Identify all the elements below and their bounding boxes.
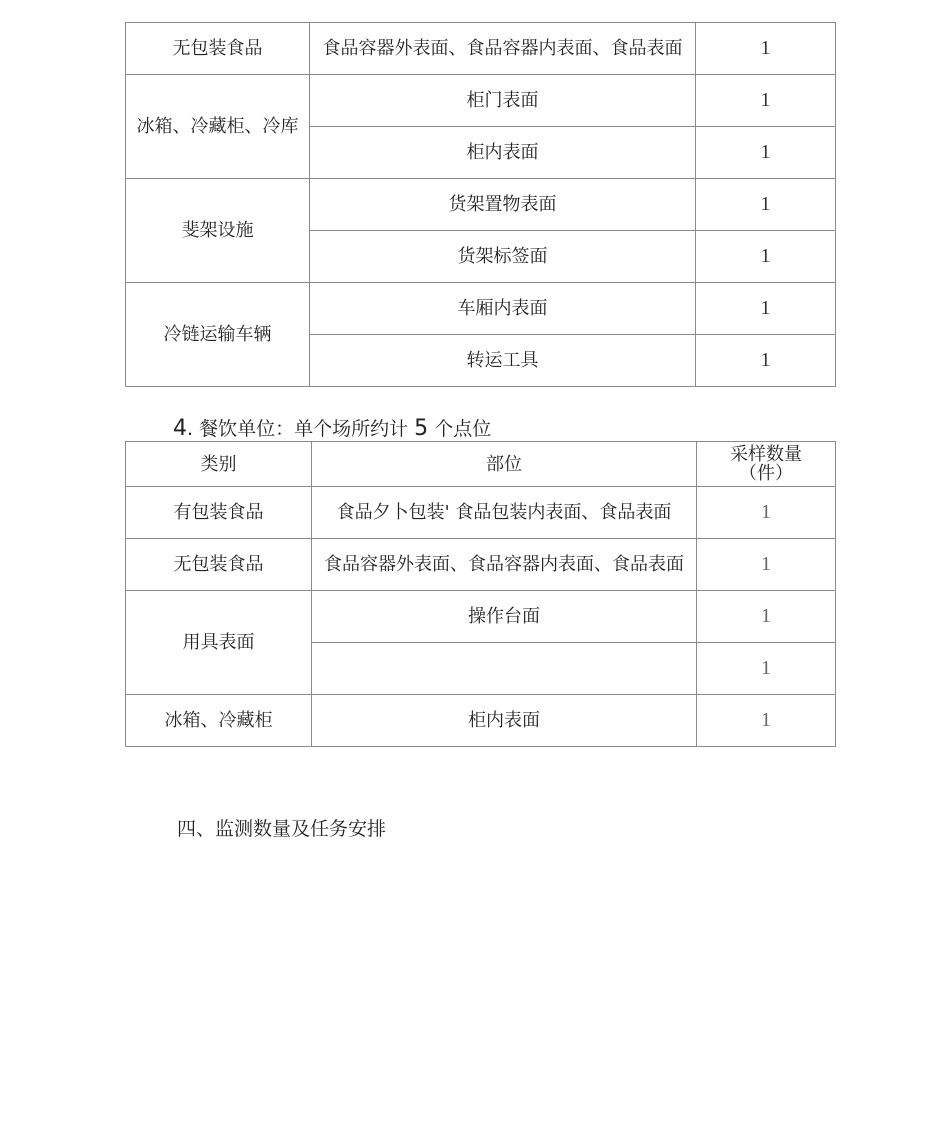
category-cell: 冰箱、冷藏柜、冷库 [126, 75, 310, 179]
count-cell: 1 [696, 127, 836, 179]
section-title-text: . 餐饮单位：单个场所约计 [187, 418, 409, 440]
location-cell [312, 643, 697, 695]
count-cell: 1 [697, 695, 836, 747]
header-count [697, 442, 836, 487]
count-cell: 1 [696, 23, 836, 75]
count-cell: 1 [696, 75, 836, 127]
count-cell: 1 [696, 179, 836, 231]
points-number: 5 [414, 416, 429, 441]
table-row [126, 539, 836, 591]
table-row [126, 283, 836, 335]
category-cell: 冰箱、冷藏柜 [126, 695, 312, 747]
location-cell: 转运工具 [310, 335, 696, 387]
location-cell: 货架置物表面 [310, 179, 696, 231]
table-row [126, 591, 836, 643]
header-count-line2: （件） [739, 463, 793, 484]
location-cell: 车厢内表面 [310, 283, 696, 335]
count-cell: 1 [697, 487, 836, 539]
category-cell: 斐架设施 [126, 179, 310, 283]
header-location: 部位 [312, 442, 697, 487]
location-cell: 柜门表面 [310, 75, 696, 127]
section-title-dining [173, 415, 491, 443]
count-cell: 1 [697, 643, 836, 695]
count-cell: 1 [697, 539, 836, 591]
location-cell: 操作台面 [312, 591, 697, 643]
category-cell: 冷链运输车辆 [126, 283, 310, 387]
section-number: 4 [173, 416, 187, 441]
count-cell: 1 [696, 335, 836, 387]
header-category: 类别 [126, 442, 312, 487]
section-heading-monitoring: 四、监测数量及任务安排 [177, 818, 387, 840]
table-header-row [126, 442, 836, 487]
table-row [126, 179, 836, 231]
table-row [126, 23, 836, 75]
table-row [126, 487, 836, 539]
table-row [126, 75, 836, 127]
category-cell: 用具表面 [126, 591, 312, 695]
count-cell: 1 [696, 283, 836, 335]
location-cell: 食品容器外表面、食品容器内表面、食品表面 [312, 539, 697, 591]
header-count-line1: 采样数量 [730, 444, 802, 465]
location-cell: 柜内表面 [310, 127, 696, 179]
location-cell: 食品夕卜包装' 食品包装内表面、食品表面 [312, 487, 697, 539]
section-title-suffix: 个点位 [434, 418, 492, 440]
location-cell: 食品容器外表面、食品容器内表面、食品表面 [310, 23, 696, 75]
sampling-table-dining [125, 441, 836, 747]
sampling-table-top [125, 22, 836, 387]
count-cell: 1 [696, 231, 836, 283]
category-cell: 无包装食品 [126, 23, 310, 75]
location-cell: 柜内表面 [312, 695, 697, 747]
category-cell: 有包装食品 [126, 487, 312, 539]
table-row [126, 695, 836, 747]
count-cell: 1 [697, 591, 836, 643]
location-cell: 货架标签面 [310, 231, 696, 283]
category-cell: 无包装食品 [126, 539, 312, 591]
